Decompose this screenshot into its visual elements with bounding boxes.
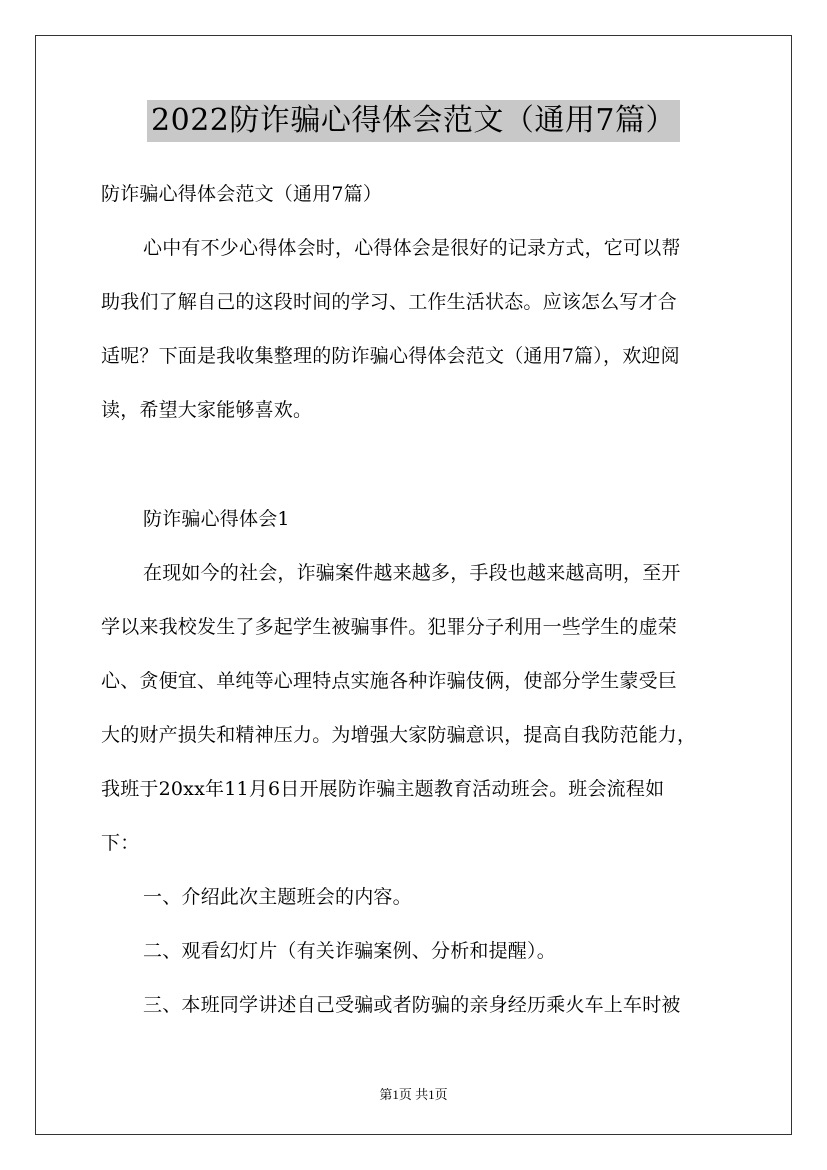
body-line-3: 心、贪便宜、单纯等心理特点实施各种诈骗伎俩，使部分学生蒙受巨 xyxy=(101,670,678,692)
body-line-2: 学以来我校发生了多起学生被骗事件。犯罪分子利用一些学生的虚荣 xyxy=(101,616,678,638)
body-line-6: 下： xyxy=(101,832,140,854)
intro-line-2: 助我们了解自己的这段时间的学习、工作生活状态。应该怎么写才合 xyxy=(101,291,678,313)
intro-line-3: 适呢？下面是我收集整理的防诈骗心得体会范文（通用7篇），欢迎阅 xyxy=(101,345,680,367)
step-2: 二、观看幻灯片（有关诈骗案例、分析和提醒）。 xyxy=(143,940,556,962)
step-3: 三、本班同学讲述自己受骗或者防骗的亲身经历乘火车上车时被 xyxy=(143,994,681,1016)
step-1: 一、介绍此次主题班会的内容。 xyxy=(143,886,412,908)
page-footer: 第1页 共1页 xyxy=(379,1087,448,1102)
section-heading: 防诈骗心得体会1 xyxy=(143,508,290,530)
body-line-1: 在现如今的社会，诈骗案件越来越多，手段也越来越高明，至开 xyxy=(143,562,681,584)
subtitle: 防诈骗心得体会范文（通用7篇） xyxy=(101,183,383,205)
title-wrap xyxy=(0,100,827,142)
body-line-5: 我班于20xx年11月6日开展防诈骗主题教育活动班会。班会流程如 xyxy=(101,778,665,800)
intro-line-4: 读，希望大家能够喜欢。 xyxy=(101,399,313,421)
intro-line-1: 心中有不少心得体会时，心得体会是很好的记录方式，它可以帮 xyxy=(143,237,681,259)
body-line-4: 大的财产损失和精神压力。为增强大家防骗意识，提高自我防范能力， xyxy=(101,724,697,746)
document-title: 2022防诈骗心得体会范文（通用7篇） xyxy=(147,100,680,142)
